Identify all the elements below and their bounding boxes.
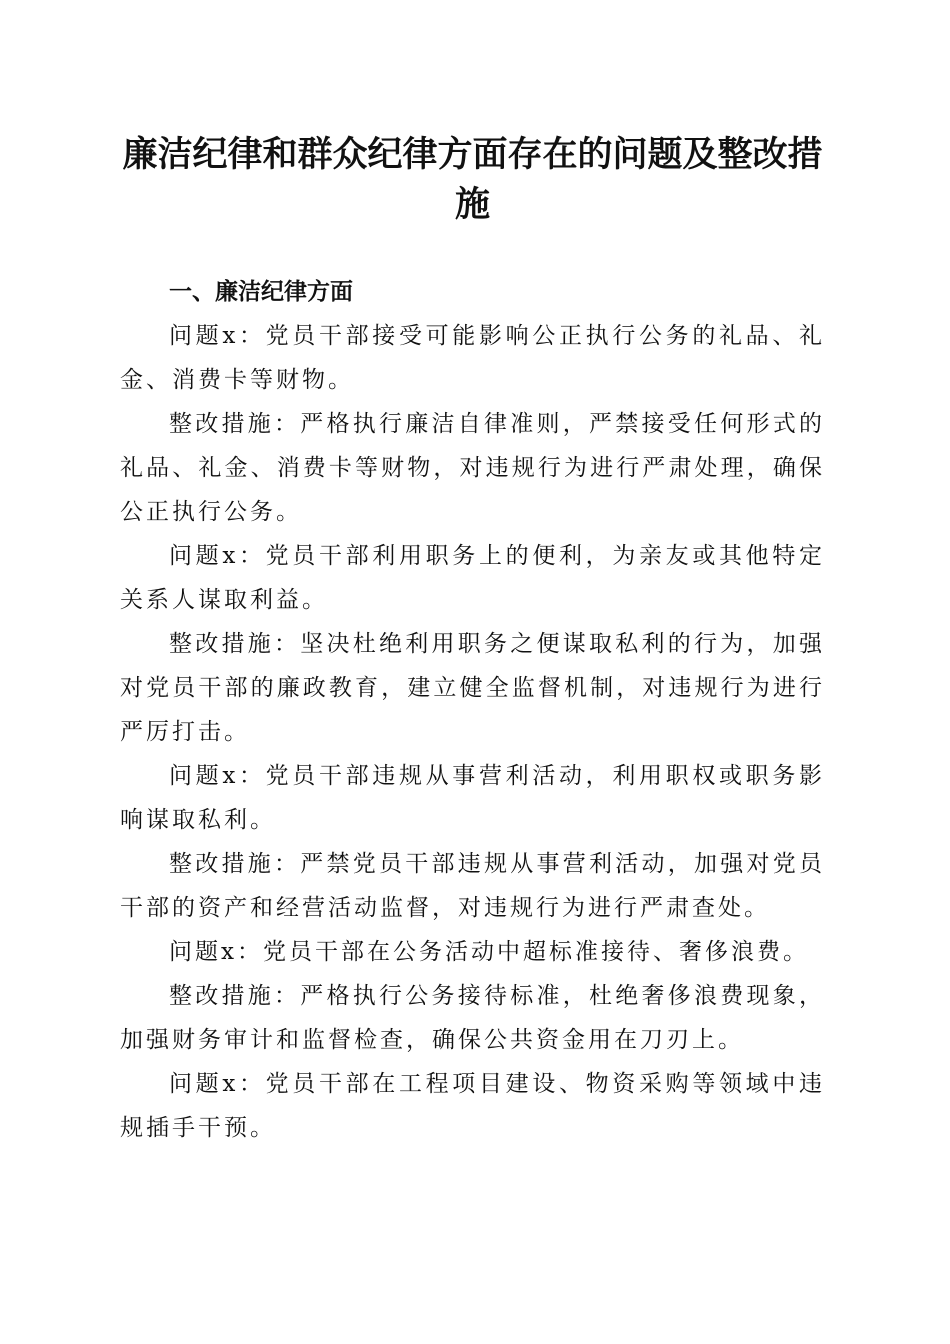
problem-paragraph: 问题x：党员干部利用职务上的便利，为亲友或其他特定关系人谋取利益。 xyxy=(120,543,825,613)
measure-paragraph: 整改措施：坚决杜绝利用职务之便谋取私利的行为，加强对党员干部的廉政教育，建立健全监督机制，对违规行为进行严厉打击。 xyxy=(120,631,825,745)
document-page xyxy=(120,130,825,1150)
measure-paragraph: 整改措施：严禁党员干部违规从事营利活动，加强对党员干部的资产和经营活动监督，对违规行为进行严肃查处。 xyxy=(120,851,825,921)
problem-paragraph: 问题x：党员干部在工程项目建设、物资采购等领域中违规插手干预。 xyxy=(120,1071,825,1141)
section-heading: 一、廉洁纪律方面 xyxy=(169,279,353,305)
problem-paragraph: 问题x：党员干部在公务活动中超标准接待、奢侈浪费。 xyxy=(169,939,809,965)
measure-paragraph: 整改措施：严格执行公务接待标准，杜绝奢侈浪费现象，加强财务审计和监督检查，确保公共资金用在刀刃上。 xyxy=(120,983,825,1053)
measure-paragraph: 整改措施：严格执行廉洁自律准则，严禁接受任何形式的礼品、礼金、消费卡等财物，对违规行为进行严肃处理，确保公正执行公务。 xyxy=(120,411,825,525)
problem-paragraph: 问题x：党员干部接受可能影响公正执行公务的礼品、礼金、消费卡等财物。 xyxy=(120,323,825,393)
problem-paragraph: 问题x：党员干部违规从事营利活动，利用职权或职务影响谋取私利。 xyxy=(120,763,825,833)
document-title: 廉洁纪律和群众纪律方面存在的问题及整改措施 xyxy=(122,134,823,225)
section-lianjie xyxy=(120,270,825,1150)
